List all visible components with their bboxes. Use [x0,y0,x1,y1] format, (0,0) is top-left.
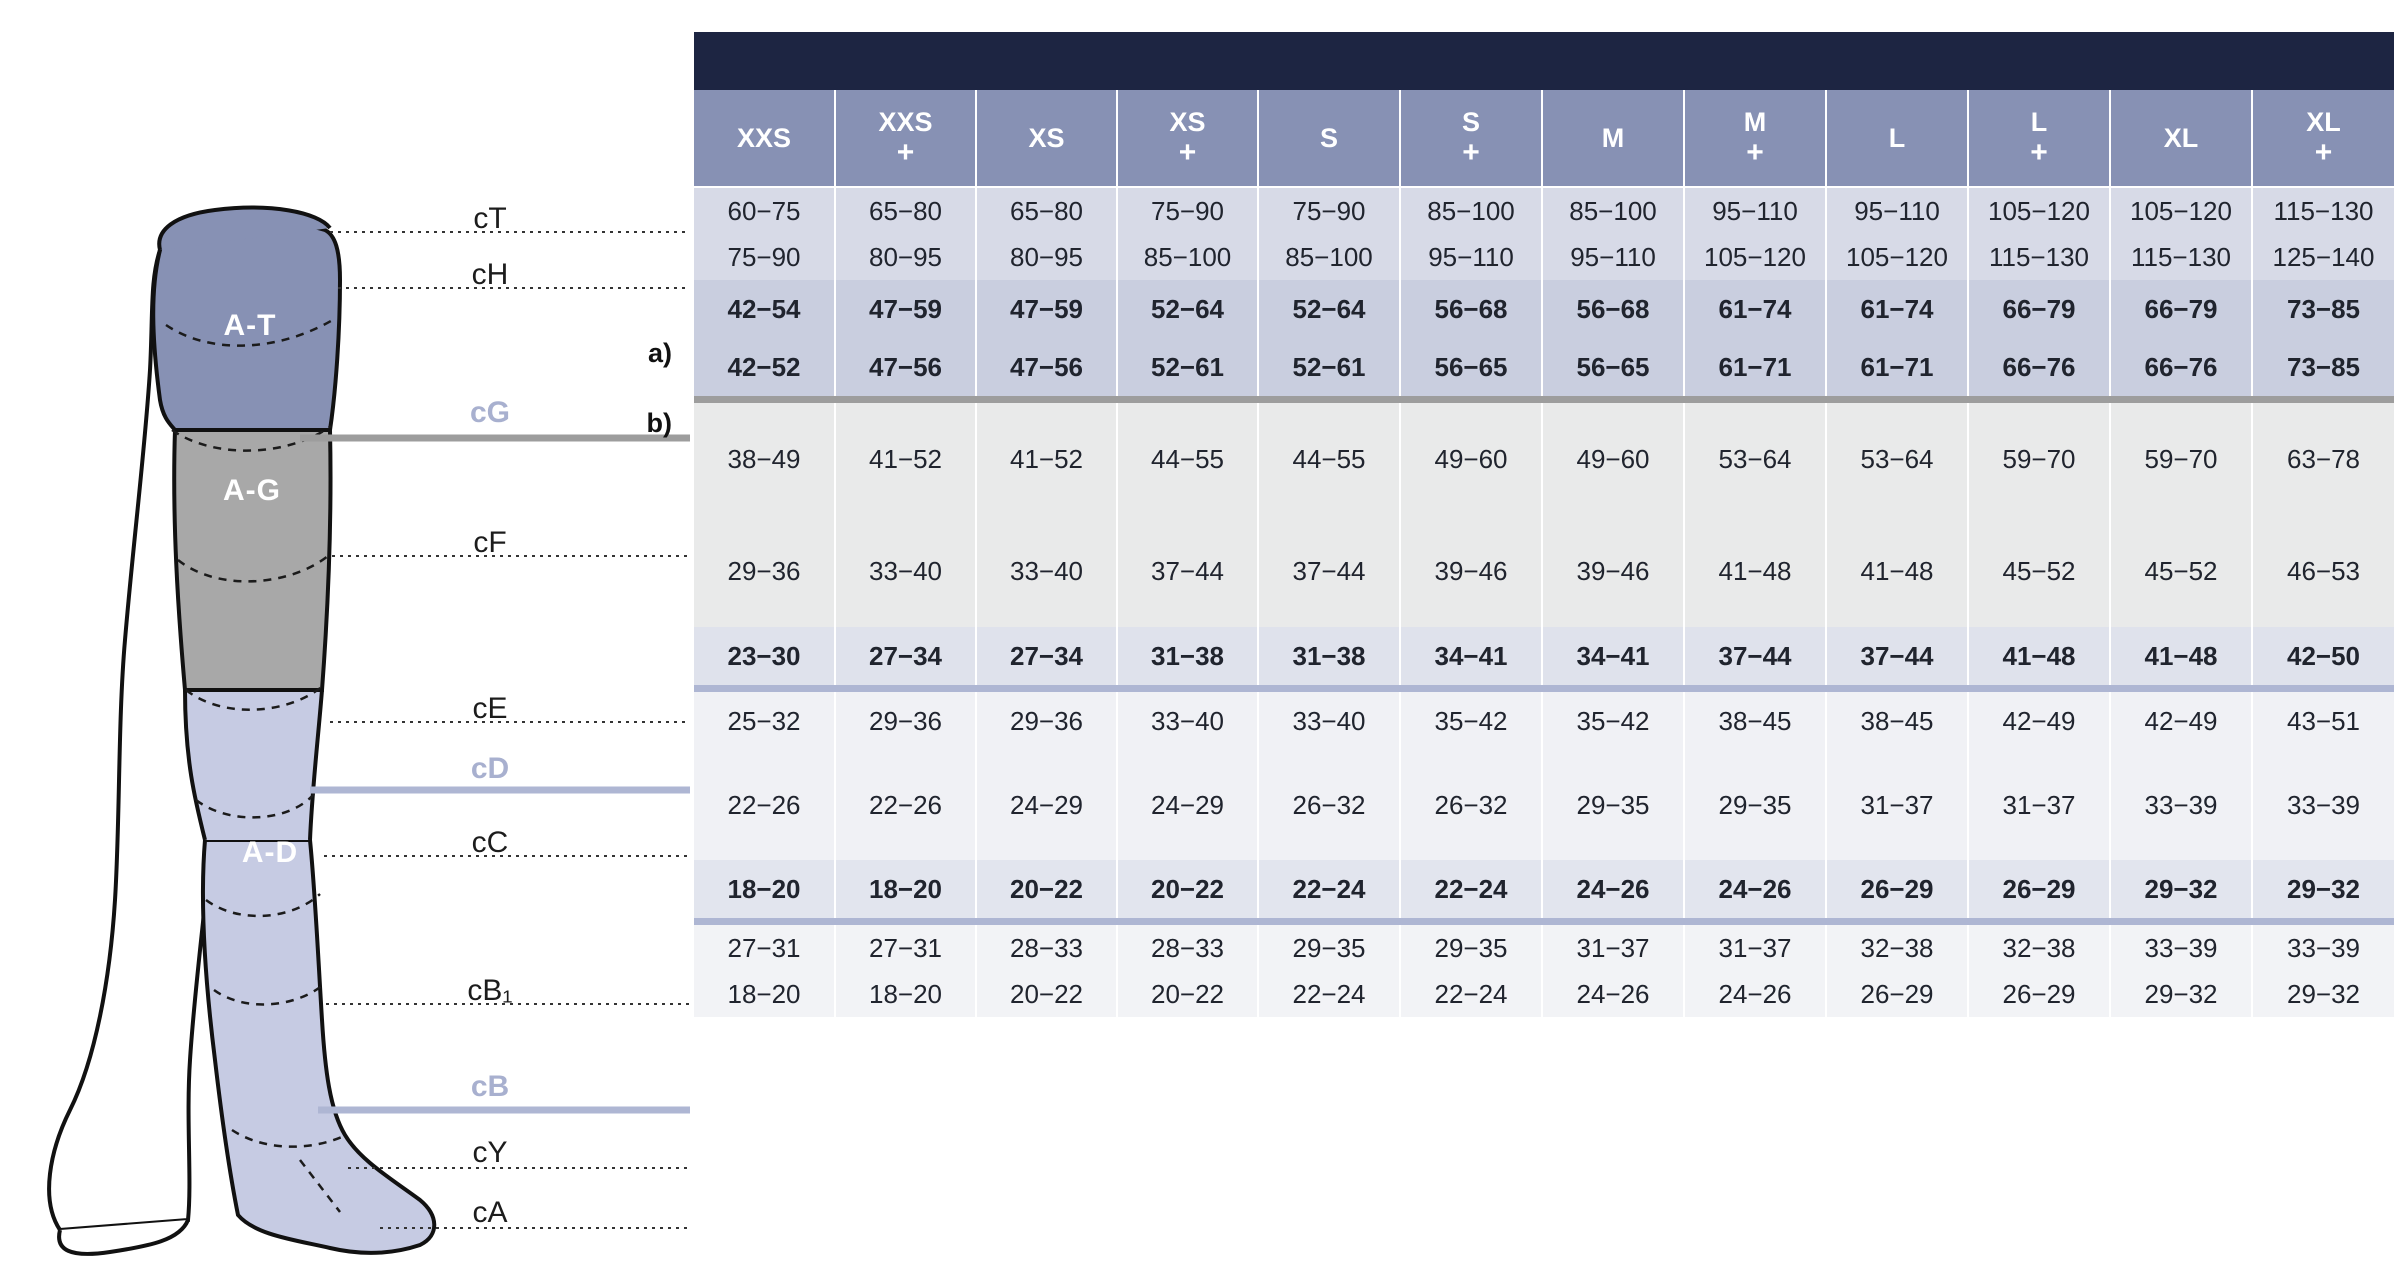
cell-cy-l: 32−38 [1826,925,1968,971]
cell-ct-m: 85−100 [1542,187,1684,234]
zone-label-A-G: A-G [223,474,281,507]
table-row-cg-a [694,280,2394,338]
column-header-xxs-plus [835,90,976,187]
variant-label-a: a) [647,338,672,368]
cell-ca-s: 22−24 [1258,971,1400,1017]
cell-ch-l: 105−120 [1826,234,1968,280]
cell-ct-s-plus: 85−100 [1400,187,1542,234]
cell-cf-xxs: 38−49 [694,403,835,515]
column-header-m-plus [1684,90,1826,187]
cell-cc-m-plus: 38−45 [1684,692,1826,750]
cell-cg-b-xs: 47−56 [976,338,1117,396]
separator-cell [694,396,2394,403]
cell-ce-m-plus: 41−48 [1684,515,1826,627]
meas-label-cT: cT [473,202,507,235]
cell-cc-xs: 29−36 [976,692,1117,750]
cell-cg-a-xs: 47−59 [976,280,1117,338]
cell-cy-xxs: 27−31 [694,925,835,971]
cell-cd-xl-plus: 42−50 [2252,627,2394,685]
cell-cb1-l: 31−37 [1826,750,1968,860]
cell-cf-xs-plus: 44−55 [1117,403,1258,515]
cell-cg-a-xl-plus: 73−85 [2252,280,2394,338]
cell-cg-b-xs-plus: 52−61 [1117,338,1258,396]
cell-cg-b-xl-plus: 73−85 [2252,338,2394,396]
column-plus-label: + [2314,136,2333,170]
cell-cg-b-xxs-plus: 47−56 [835,338,976,396]
cell-cg-b-xl: 66−76 [2110,338,2252,396]
cell-ch-xl: 115−130 [2110,234,2252,280]
table-top-band [694,32,2394,90]
column-header-xl [2110,90,2252,187]
cell-cy-m-plus: 31−37 [1684,925,1826,971]
cell-cf-s-plus: 49−60 [1400,403,1542,515]
column-size-label: M [1601,122,1625,153]
table-row-cc [694,692,2394,750]
cell-ce-l: 41−48 [1826,515,1968,627]
meas-label-cB: cB [470,1070,510,1103]
separator-grey-cg [694,396,2394,403]
leg-illustration-panel [0,0,700,1274]
cell-cd-l-plus: 41−48 [1968,627,2110,685]
cell-cg-b-l: 61−71 [1826,338,1968,396]
cell-ch-m-plus: 105−120 [1684,234,1826,280]
cell-ca-xxs-plus: 18−20 [835,971,976,1017]
column-header-xxs [694,90,835,187]
column-header-xl-plus [2252,90,2394,187]
column-size-label: XXS [736,122,792,153]
cell-cd-s-plus: 34−41 [1400,627,1542,685]
table-row-cg-b [694,338,2394,396]
cell-cb-s-plus: 22−24 [1400,860,1542,918]
cell-cb-s: 22−24 [1258,860,1400,918]
table-row-ca [694,971,2394,1017]
cell-cc-l-plus: 42−49 [1968,692,2110,750]
cell-cb1-s-plus: 26−32 [1400,750,1542,860]
cell-cc-m: 35−42 [1542,692,1684,750]
cell-cg-b-m-plus: 61−71 [1684,338,1826,396]
cell-cb1-xs-plus: 24−29 [1117,750,1258,860]
meas-label-cF: cF [473,526,507,559]
column-plus-label: + [1178,136,1197,170]
cell-cd-xl: 41−48 [2110,627,2252,685]
separator-cell [694,685,2394,692]
cell-cb-xs-plus: 20−22 [1117,860,1258,918]
cell-cf-s: 44−55 [1258,403,1400,515]
cell-cd-xs-plus: 31−38 [1117,627,1258,685]
cell-cy-s: 29−35 [1258,925,1400,971]
cell-cg-b-xxs: 42−52 [694,338,835,396]
cell-cb-xs: 20−22 [976,860,1117,918]
cell-ch-s-plus: 95−110 [1400,234,1542,280]
cell-ca-l: 26−29 [1826,971,1968,1017]
cell-cd-s: 31−38 [1258,627,1400,685]
table-row-cd [694,627,2394,685]
cell-cg-b-s: 52−61 [1258,338,1400,396]
cell-cc-xxs-plus: 29−36 [835,692,976,750]
table-header-row [694,90,2394,187]
cell-cf-xs: 41−52 [976,403,1117,515]
cell-cc-xs-plus: 33−40 [1117,692,1258,750]
column-header-xs-plus [1117,90,1258,187]
cell-ce-m: 39−46 [1542,515,1684,627]
cell-cd-xs: 27−34 [976,627,1117,685]
cell-cg-a-xxs: 42−54 [694,280,835,338]
cell-cg-a-m-plus: 61−74 [1684,280,1826,338]
cell-ct-l-plus: 105−120 [1968,187,2110,234]
cell-cb-m: 24−26 [1542,860,1684,918]
cell-cg-a-xl: 66−79 [2110,280,2252,338]
cell-cy-xs-plus: 28−33 [1117,925,1258,971]
cell-cd-xxs-plus: 27−34 [835,627,976,685]
zone-A-G-shape [174,430,330,690]
column-size-label: XL [2163,122,2199,153]
cell-cg-a-s-plus: 56−68 [1400,280,1542,338]
cell-ca-m: 24−26 [1542,971,1684,1017]
cell-ce-xl-plus: 46−53 [2252,515,2394,627]
cell-cb-xl: 29−32 [2110,860,2252,918]
cell-ca-xxs: 18−20 [694,971,835,1017]
column-size-label: XS [1028,122,1065,153]
cell-ct-xl-plus: 115−130 [2252,187,2394,234]
cell-cg-a-xxs-plus: 47−59 [835,280,976,338]
cell-ct-s: 75−90 [1258,187,1400,234]
cell-cc-xl-plus: 43−51 [2252,692,2394,750]
separator-blue-cd [694,685,2394,692]
column-plus-label: + [2030,136,2048,170]
cell-cf-l-plus: 59−70 [1968,403,2110,515]
zone-label-A-D: A-D [241,836,299,869]
cell-cg-b-m: 56−65 [1542,338,1684,396]
column-plus-label: + [896,136,915,170]
cell-ch-xs-plus: 85−100 [1117,234,1258,280]
column-size-label: L [2030,106,2048,137]
table-row-cf [694,403,2394,515]
column-size-label: L [1888,122,1906,153]
cell-cc-s-plus: 35−42 [1400,692,1542,750]
cell-cb-xl-plus: 29−32 [2252,860,2394,918]
column-size-label: XXS [878,106,933,137]
column-header-m [1542,90,1684,187]
cell-cy-xs: 28−33 [976,925,1117,971]
cell-ch-s: 85−100 [1258,234,1400,280]
cell-cg-b-s-plus: 56−65 [1400,338,1542,396]
cell-cd-m: 34−41 [1542,627,1684,685]
cell-cd-xxs: 23−30 [694,627,835,685]
cell-ce-s: 37−44 [1258,515,1400,627]
cell-ca-xs-plus: 20−22 [1117,971,1258,1017]
cell-cy-xl-plus: 33−39 [2252,925,2394,971]
cell-ca-l-plus: 26−29 [1968,971,2110,1017]
cell-cb-xxs: 18−20 [694,860,835,918]
cell-cc-l: 38−45 [1826,692,1968,750]
column-header-l-plus [1968,90,2110,187]
cell-cf-xl: 59−70 [2110,403,2252,515]
cell-ct-xl: 105−120 [2110,187,2252,234]
column-header-s-plus [1400,90,1542,187]
cell-cb1-m-plus: 29−35 [1684,750,1826,860]
cell-cy-xxs-plus: 27−31 [835,925,976,971]
column-size-label: M [1743,106,1767,137]
cell-ct-xxs-plus: 65−80 [835,187,976,234]
cell-ca-xl: 29−32 [2110,971,2252,1017]
cell-ct-l: 95−110 [1826,187,1968,234]
cell-cb1-l-plus: 31−37 [1968,750,2110,860]
cell-cb1-m: 29−35 [1542,750,1684,860]
separator-cell [694,918,2394,925]
meas-label-cG: cG [469,396,511,429]
cell-ce-xl: 45−52 [2110,515,2252,627]
cell-cb1-s: 26−32 [1258,750,1400,860]
cell-cb1-xxs-plus: 22−26 [835,750,976,860]
zone-label-A-T: A-T [223,309,277,342]
cell-ce-xs: 33−40 [976,515,1117,627]
column-header-s [1258,90,1400,187]
cell-ca-xs: 20−22 [976,971,1117,1017]
cell-cc-xl: 42−49 [2110,692,2252,750]
cell-cf-xl-plus: 63−78 [2252,403,2394,515]
meas-label-cE: cE [472,692,508,725]
cell-cf-m-plus: 53−64 [1684,403,1826,515]
cell-ca-s-plus: 22−24 [1400,971,1542,1017]
table-row-ct [694,187,2394,234]
column-header-xs [976,90,1117,187]
cell-ce-xs-plus: 37−44 [1117,515,1258,627]
top-band-cell [694,32,2394,90]
cell-cg-a-l: 61−74 [1826,280,1968,338]
table-row-ce [694,515,2394,627]
cell-cb1-xl: 33−39 [2110,750,2252,860]
column-size-label: XS [1169,106,1206,137]
leg-diagram [0,0,700,1274]
cell-cb-xxs-plus: 18−20 [835,860,976,918]
cell-cd-l: 37−44 [1826,627,1968,685]
cell-ch-xxs-plus: 80−95 [835,234,976,280]
column-plus-label: + [1462,136,1480,170]
cell-ch-l-plus: 115−130 [1968,234,2110,280]
zone-A-D-shape [203,840,434,1253]
cell-cb1-xs: 24−29 [976,750,1117,860]
cell-ch-xs: 80−95 [976,234,1117,280]
size-table [694,32,2394,1017]
size-table-container [694,32,2394,1017]
cell-cf-m: 49−60 [1542,403,1684,515]
column-size-label: S [1319,122,1338,153]
cell-cy-s-plus: 29−35 [1400,925,1542,971]
meas-label-cH: cH [471,258,509,291]
cell-cf-l: 53−64 [1826,403,1968,515]
cell-cf-xxs-plus: 41−52 [835,403,976,515]
cell-ct-xxs: 60−75 [694,187,835,234]
meas-label-cB1: cB₁ [467,974,513,1007]
cell-ch-m: 95−110 [1542,234,1684,280]
table-row-cb [694,860,2394,918]
meas-label-cD: cD [470,752,510,785]
column-size-label: S [1461,106,1480,137]
cell-cg-b-l-plus: 66−76 [1968,338,2110,396]
cell-cg-a-s: 52−64 [1258,280,1400,338]
cell-ch-xxs: 75−90 [694,234,835,280]
meas-label-cA: cA [472,1196,508,1229]
cell-cy-m: 31−37 [1542,925,1684,971]
cell-cg-a-m: 56−68 [1542,280,1684,338]
cell-cb-l-plus: 26−29 [1968,860,2110,918]
cell-ce-l-plus: 45−52 [1968,515,2110,627]
cell-ce-s-plus: 39−46 [1400,515,1542,627]
meas-label-cC: cC [471,826,509,859]
separator-blue-cb [694,918,2394,925]
cell-cg-a-l-plus: 66−79 [1968,280,2110,338]
cell-cc-xxs: 25−32 [694,692,835,750]
cell-cg-a-xs-plus: 52−64 [1117,280,1258,338]
cell-cb-m-plus: 24−26 [1684,860,1826,918]
cell-cb1-xl-plus: 33−39 [2252,750,2394,860]
cell-cc-s: 33−40 [1258,692,1400,750]
cell-cy-l-plus: 32−38 [1968,925,2110,971]
cell-ct-m-plus: 95−110 [1684,187,1826,234]
column-size-label: XL [2306,106,2341,137]
cell-ce-xxs: 29−36 [694,515,835,627]
table-row-ch [694,234,2394,280]
variant-label-b: b) [646,408,672,438]
cell-ce-xxs-plus: 33−40 [835,515,976,627]
column-header-l [1826,90,1968,187]
cell-cb-l: 26−29 [1826,860,1968,918]
cell-cb1-xxs: 22−26 [694,750,835,860]
meas-label-cY: cY [472,1136,508,1169]
table-row-cb1 [694,750,2394,860]
column-plus-label: + [1746,136,1764,170]
cell-ca-xl-plus: 29−32 [2252,971,2394,1017]
cell-ct-xs-plus: 75−90 [1117,187,1258,234]
cell-cd-m-plus: 37−44 [1684,627,1826,685]
table-row-cy [694,925,2394,971]
cell-cy-xl: 33−39 [2110,925,2252,971]
cell-ch-xl-plus: 125−140 [2252,234,2394,280]
cell-ct-xs: 65−80 [976,187,1117,234]
cell-ca-m-plus: 24−26 [1684,971,1826,1017]
